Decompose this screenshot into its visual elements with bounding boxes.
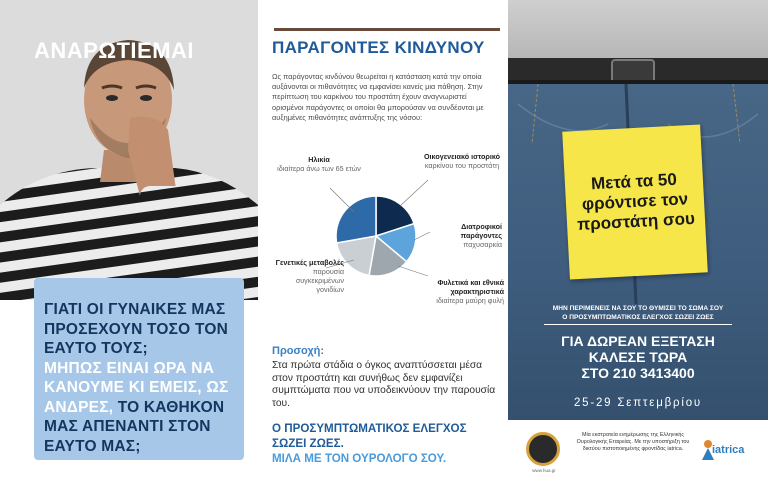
urology-society-logo xyxy=(526,432,560,466)
urologist-message: ΜΙΛΑ ΜΕ ΤΟΝ ΟΥΡΟΛΟΓΟ ΣΟΥ. xyxy=(272,452,447,465)
belt xyxy=(508,58,768,84)
warning-heading: Προσοχή: xyxy=(272,345,325,357)
quote-text: ΕΑΥΤΟ ΜΑΣ; xyxy=(44,437,141,455)
pie-slice xyxy=(336,196,376,243)
factor-genetics-title: Γενετικές μεταβολές xyxy=(275,258,344,267)
left-panel xyxy=(0,0,258,497)
iatrica-logo-name: iatrica xyxy=(712,444,745,456)
factor-ethnicity-desc: ιδιαίτερα μαύρη φυλή xyxy=(436,296,504,305)
quote-text: ΑΝΔΡΕΣ, xyxy=(44,398,114,416)
footer-text: Μία εκστρατεία ενημέρωσης της Ελληνικής Ουρολογικής Εταιρείας. Με την υποστήριξη του δικτύου πιστοποιημένης φροντίδας iatrica. xyxy=(576,432,690,452)
factor-ethnicity-title: Φυλετικά και εθνικά χαρακτηριστικά xyxy=(437,278,504,296)
quote-text: ΜΗΠΩΣ ΕΙΝΑΙ ΩΡΑ ΝΑ xyxy=(44,359,215,377)
cta-line-2: ΚΑΛΕΣΕ ΤΩΡΑ xyxy=(588,349,688,365)
iatrica-logo xyxy=(698,434,756,464)
quote-text: ΜΑΣ ΑΠΕΝΑΝΤΙ ΣΤΟΝ xyxy=(44,418,211,435)
quote-row xyxy=(44,437,236,457)
quote-row xyxy=(44,339,236,359)
body-warning-line-2: Ο ΠΡΟΣΥΜΠΤΩΜΑΤΙΚΟΣ ΕΛΕΓΧΟΣ ΣΩΖΕΙ ΖΩΕΣ xyxy=(562,314,714,321)
factor-diet-title: Διατροφικοί παράγοντες xyxy=(460,222,502,240)
body-warning xyxy=(512,304,764,322)
quote-row xyxy=(44,417,236,437)
warning-text: Στα πρώτα στάδια ο όγκος αναπτύσσεται μέσα στον προστάτη και συνήθως δεν εμφανίζει συμπτώματα που να υποδεικνύουν την παρουσία του. xyxy=(272,360,496,409)
quote-text: ΤΟ ΚΑΘΗΚΟΝ xyxy=(113,398,225,416)
quote-text: ΓΙΑΤΙ ΟΙ ΓΥΝΑΙΚΕΣ ΜΑΣ xyxy=(44,301,226,318)
cta-phone[interactable]: ΣΤΟ 210 3413400 xyxy=(581,365,695,381)
quote-text: ΚΑΝΟΥΜΕ ΚΙ ΕΜΕΙΣ, ΩΣ xyxy=(44,379,229,396)
factor-diet-desc: παχυσαρκία xyxy=(463,240,502,249)
campaign-dates: 25-29 Σεπτεμβρίου xyxy=(573,397,703,409)
quote-row xyxy=(44,359,236,379)
title-bar xyxy=(274,28,500,31)
quote-row xyxy=(44,398,236,418)
pie-slices xyxy=(336,196,416,276)
man-photo xyxy=(0,0,258,300)
factor-genetics-desc: παρουσία συγκεκριμένων γονιδίων xyxy=(295,267,344,294)
quote-text: ΠΡΟΣΕΧΟΥΝ ΤΟΣΟ ΤΟΝ xyxy=(44,320,228,338)
quote-box xyxy=(34,278,244,460)
left-title: ΑΝΑΡΩΤΙΕΜΑΙ xyxy=(34,38,195,63)
footer xyxy=(508,420,768,497)
body-warning-line-1: ΜΗΝ ΠΕΡΙΜΕΝΕΙΣ ΝΑ ΣΟΥ ΤΟ ΘΥΜΙΣΕΙ ΤΟ ΣΩΜΑ ΣΟΥ xyxy=(552,305,724,312)
quote-row xyxy=(44,320,236,340)
factor-age-title: Ηλικία xyxy=(308,155,330,164)
urology-society-url[interactable]: www.hua.gr xyxy=(532,468,556,473)
intro-text: Ως παράγοντας κινδύνου θεωρείται η κατάσταση κατά την οποία αυξάνονται οι πιθανότητες να εμφανίσει κανείς μια πάθηση. Στην περίπτωση του καρκίνου του προστάτη έχουν αναγνωριστεί ορισμένοι παράγοντες οι οποίοι θα μπορούσαν να συνδέονται με αυξημένες πιθανότητες ανάπτυξης της νόσου: xyxy=(272,72,484,122)
factor-age-desc: ιδιαίτερα άνω των 65 ετών xyxy=(277,164,361,173)
divider xyxy=(544,324,732,325)
quote-text: ΕΑΥΤΟ ΤΟΥΣ; xyxy=(44,340,148,357)
call-to-action xyxy=(512,333,764,381)
sticky-note xyxy=(562,124,708,279)
cta-line-1: ΓΙΑ ΔΩΡΕΑΝ ΕΞΕΤΑΣΗ xyxy=(561,333,715,349)
middle-panel xyxy=(258,0,508,497)
factor-genetics xyxy=(272,258,344,294)
screening-message: Ο ΠΡΟΣΥΜΠΤΩΜΑΤΙΚΟΣ ΕΛΕΓΧΟΣ ΣΩΖΕΙ ΖΩΕΣ. xyxy=(272,422,467,450)
factor-ethnicity xyxy=(422,278,504,305)
belt-buckle xyxy=(508,58,768,84)
factor-family-title: Οικογενειακό ιστορικό xyxy=(423,152,501,161)
risk-pie-chart xyxy=(258,150,508,350)
factor-family-desc: καρκίνου του προστάτη xyxy=(424,161,500,170)
factor-family-history xyxy=(422,152,502,170)
factor-diet xyxy=(424,222,502,249)
right-panel xyxy=(508,0,768,497)
shirt-area xyxy=(508,0,768,62)
quote-row xyxy=(44,378,236,398)
risk-factors-title: ΠΑΡΑΓΟΝΤΕΣ ΚΙΝΔΥΝΟΥ xyxy=(272,38,485,57)
quote-row xyxy=(44,300,236,320)
sticky-note-text: Μετά τα 50 φρόντισε τον προστάτη σου xyxy=(576,169,696,235)
factor-age xyxy=(274,155,364,173)
